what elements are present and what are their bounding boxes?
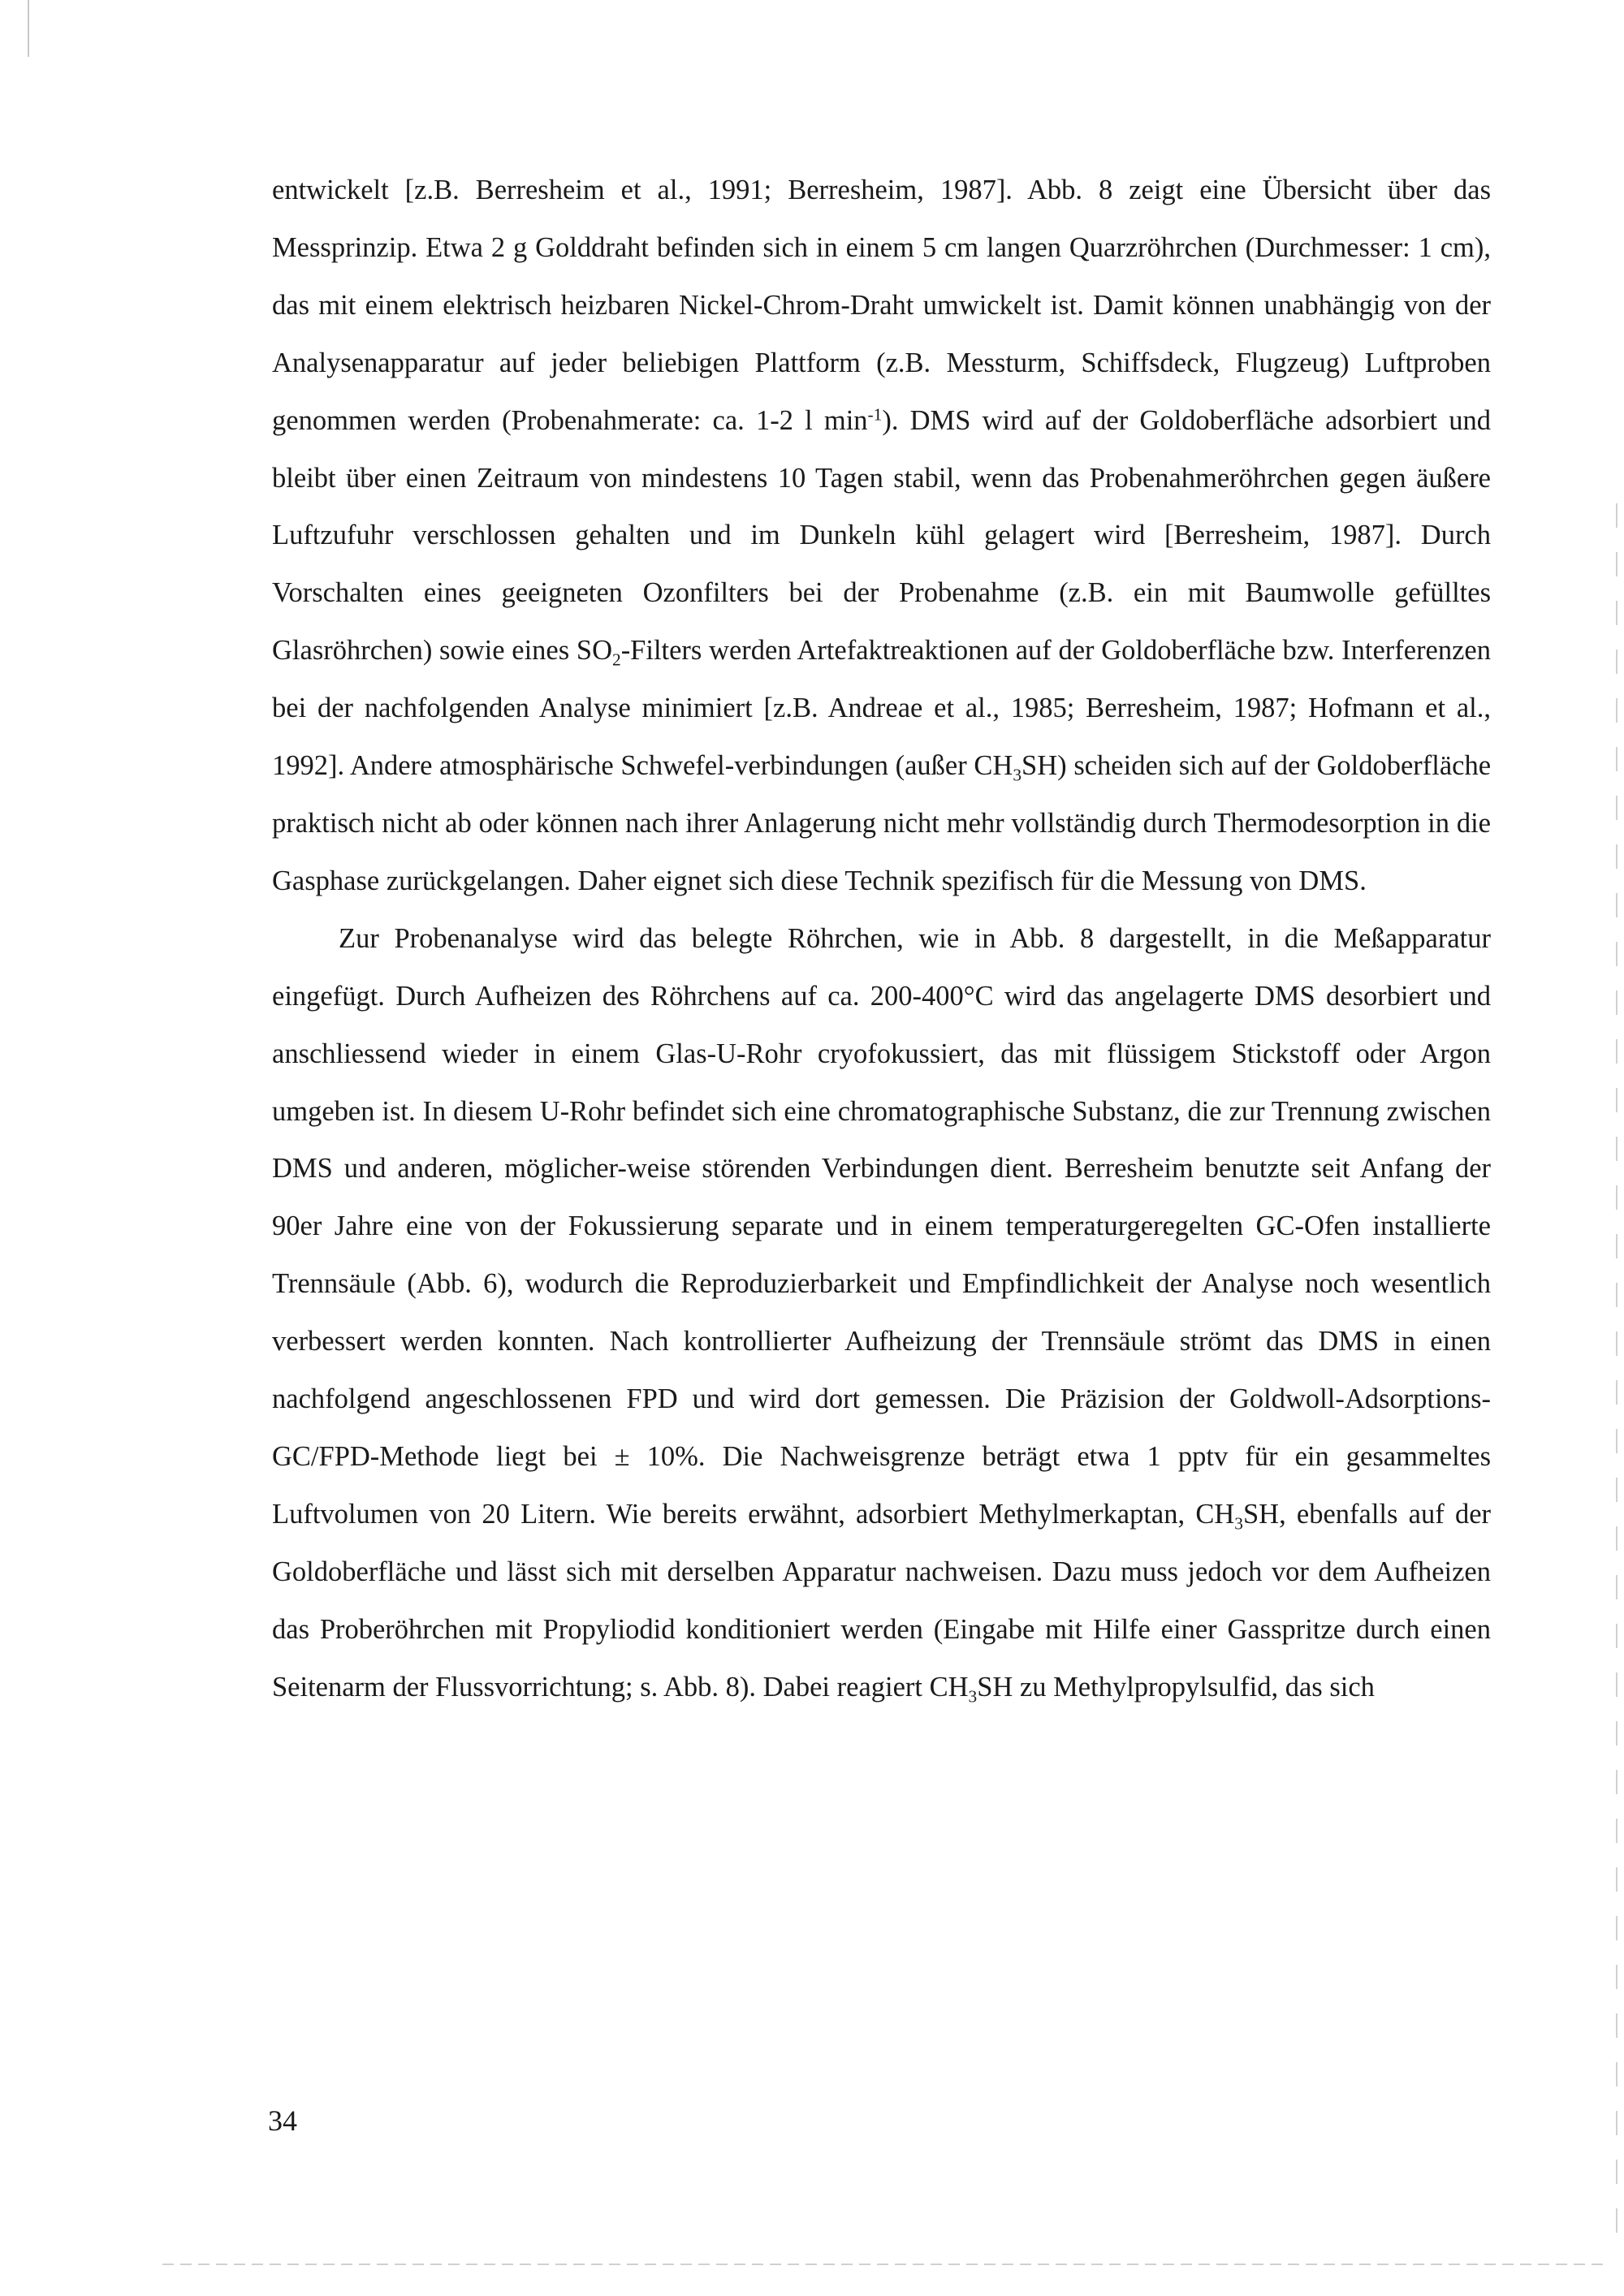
text-run: -Filters werden Artefaktreaktionen auf der Goldoberfläche bzw. Interferenzen bei der nachfolgenden Analyse minimiert [z.B. Andreae et al., 1985; Berresheim, 1987; Hofmann et al., 1992]. Andere atmosphärische Schwefel-verbindungen (außer CH (272, 635, 1491, 782)
text-run: SH zu Methylpropylsulfid, das sich (977, 1671, 1375, 1703)
scan-margin-mark (28, 0, 29, 57)
subscript-text: 3 (1013, 765, 1022, 785)
subscript-text: 2 (612, 650, 621, 670)
text-run: Zur Probenanalyse wird das belegte Röhrchen, wie in Abb. 8 dargestellt, in die Meßapparatur eingefügt. Durch Aufheizen des Röhrchens auf ca. 200-400°C wird das angelagerte DMS desorbiert und anschliessend wieder in einem Glas-U-Rohr cryofokussiert, das mit flüssigem Stickstoff oder Argon umgeben ist. In diesem U-Rohr befindet sich eine chromatographische Substanz, die zur Trennung zwischen DMS und anderen, möglicher-weise störenden Verbindungen dient. Berresheim benutzte seit Anfang der 90er Jahre eine von der Fokussierung separate und in einem temperaturgeregelten GC-Ofen installierte Trennsäule (Abb. 6), wodurch die Reproduzierbarkeit und Empfindlichkeit der Analyse noch wesentlich verbessert werden konnten. Nach kontrollierter Aufheizung der Trennsäule strömt das DMS in einen nachfolgend angeschlossenen FPD und wird dort gemessen. Die Präzision der Goldwoll-Adsorptions-GC/FPD-Methode liegt bei ± 10%. Die Nachweisgrenze beträgt etwa 1 pptv für ein gesammeltes Luftvolumen von 20 Litern. Wie bereits erwähnt, adsorbiert Methylmerkaptan, CH (272, 922, 1491, 1530)
page-number: 34 (268, 2104, 297, 2137)
paragraph-1 (272, 162, 1491, 910)
subscript-text: 3 (968, 1686, 978, 1707)
text-run: SH, ebenfalls auf der Goldoberfläche und lässt sich mit derselben Apparatur nachweisen. Dazu muss jedoch vor dem Aufheizen das Proberöhrchen mit Propyliodid konditioniert werden (Eingabe mit Hilfe einer Gasspritze durch einen Seitenarm der Flussvorrichtung; s. Abb. 8). Dabei reagiert CH (272, 1498, 1492, 1703)
page-body (272, 162, 1491, 1716)
superscript-text: -1 (867, 404, 883, 424)
paragraph-2 (272, 910, 1491, 1716)
scan-edge-right (1616, 503, 1618, 2241)
text-run: entwickelt [z.B. Berresheim et al., 1991; Berresheim, 1987]. Abb. 8 zeigt eine Übersicht über das Messprinzip. Etwa 2 g Golddraht befinden sich in einem 5 cm langen Quarzröhrchen (Durchmesser: 1 cm), das mit einem elektrisch heizbaren Nickel-Chrom-Draht umwickelt ist. Damit können unabhängig von der Analysenapparatur auf jeder beliebigen Plattform (z.B. Messturm, Schiffsdeck, Flugzeug) Luftproben genommen werden (Probenahmerate: ca. 1-2 l min (272, 175, 1491, 436)
subscript-text: 3 (1234, 1513, 1243, 1534)
text-run: ). DMS wird auf der Goldoberfläche adsorbiert und bleibt über einen Zeitraum von mindestens 10 Tagen stabil, wenn das Probenahmeröhrchen gegen äußere Luftzufuhr verschlossen gehalten und im Dunkeln kühl gelagert wird [Berresheim, 1987]. Durch Vorschalten eines geeigneten Ozonfilters bei der Probenahme (z.B. ein mit Baumwolle gefülltes Glasröhrchen) sowie eines SO (272, 404, 1491, 667)
scan-edge-bottom (162, 2264, 1608, 2265)
text-run: SH) scheiden sich auf der Goldoberfläche praktisch nicht ab oder können nach ihrer Anlagerung nicht mehr vollständig durch Thermodesorption in die Gasphase zurückgelangen. Daher eignet sich diese Technik spezifisch für die Messung von DMS. (272, 750, 1492, 896)
